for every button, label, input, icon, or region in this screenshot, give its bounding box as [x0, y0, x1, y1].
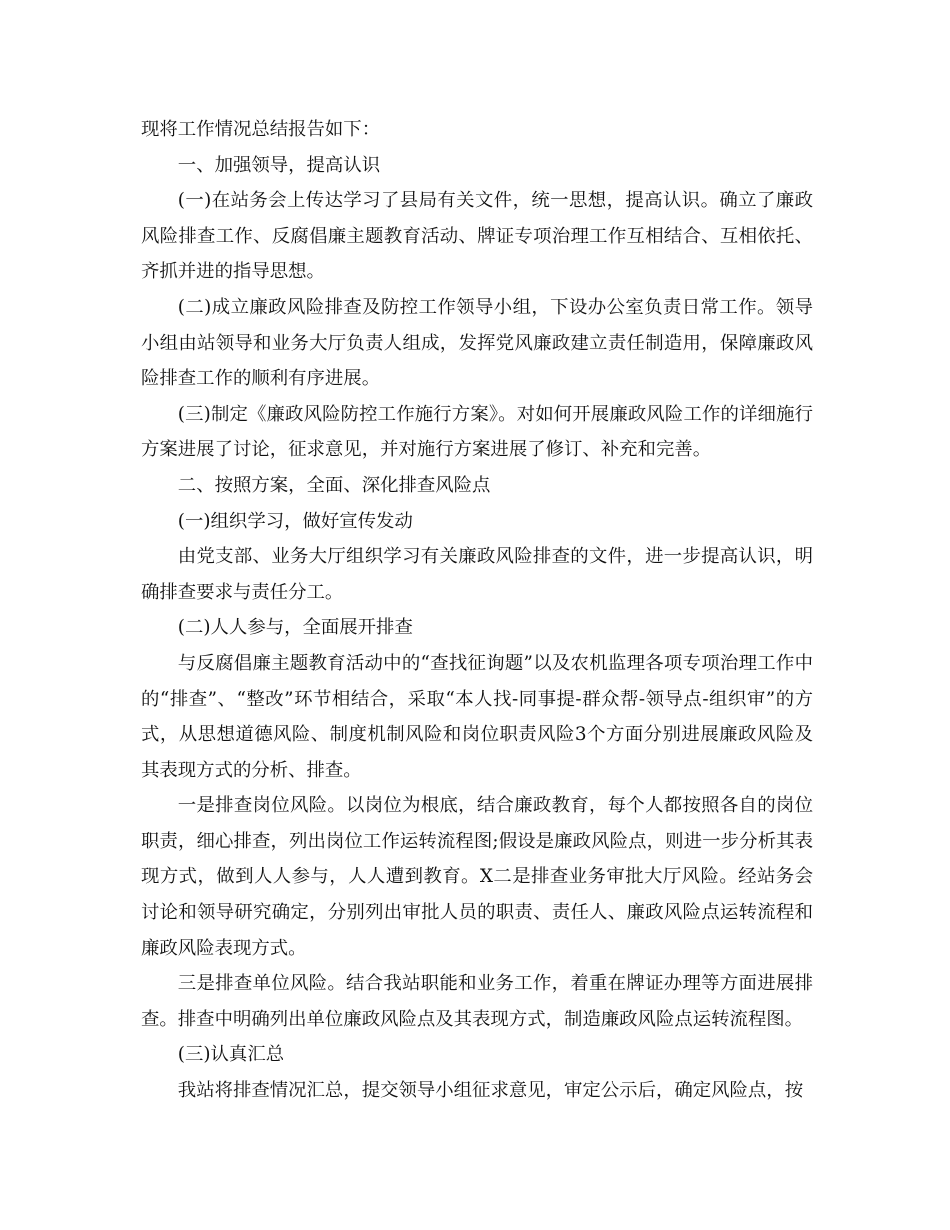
- heading-section-2: 二、按照方案，全面、深化排查风险点: [177, 474, 491, 496]
- heading-section-1: 一、加强领导，提高认识: [177, 154, 381, 176]
- paragraph-last: 我站将排查情况汇总，提交领导小组征求意见，审定公示后，确定风险点，按: [177, 1080, 804, 1102]
- paragraph: 由党支部、业务大厅组织学习有关廉政风险排查的文件，进一步提高认识，明确排查要求与责任分工。: [141, 546, 813, 603]
- paragraph: 三是排查单位风险。结合我站职能和业务工作，着重在牌证办理等方面进展排查。排查中明确列出单位廉政风险点及其表现方式，制造廉政风险点运转流程图。: [141, 973, 813, 1030]
- paragraph: 与反腐倡廉主题教育活动中的“查找征询题”以及农机监理各项专项治理工作中的“排查”、“整改”环节相结合，采取“本人找-同事提-群众帮-领导点-组织审”的方式，从思想道德风险、制度机制风险和岗位职责风险3个方面分别进展廉政风险及其表现方式的分析、排查。: [141, 652, 813, 781]
- paragraph: 一是排查岗位风险。以岗位为根底，结合廉政教育，每个人都按照各自的岗位职责，细心排查，列出岗位工作运转流程图;假设是廉政风险点，则进一步分析其表现方式，做到人人参与，人人遭到教育。X二是排查业务审批大厅风险。经站务会讨论和领导研究确定，分别列出审批人员的职责、责任人、廉政风险点运转流程和廉政风险表现方式。: [141, 795, 813, 959]
- subheading: (一)组织学习，做好宣传发动: [177, 510, 413, 532]
- paragraph: (一)在站务会上传达学习了县局有关文件，统一思想，提高认识。确立了廉政风险排查工作、反腐倡廉主题教育活动、牌证专项治理工作互相结合、互相依托、齐抓并进的指导思想。: [141, 190, 813, 283]
- paragraph: (三)制定《廉政风险防控工作施行方案》。对如何开展廉政风险工作的详细施行方案进展了讨论，征求意见，并对施行方案进展了修订、补充和完善。: [141, 403, 813, 461]
- subheading: (三)认真汇总: [177, 1044, 285, 1066]
- subheading: (二)人人参与，全面展开排查: [177, 617, 413, 639]
- paragraph-intro: 现将工作情况总结报告如下：: [141, 119, 381, 140]
- paragraph: (二)成立廉政风险排查及防控工作领导小组，下设办公室负责日常工作。领导小组由站领导和业务大厅负责人组成，发挥党风廉政建立责任制造用，保障廉政风险排查工作的顺利有序进展。: [141, 296, 813, 390]
- document-body: [141, 112, 813, 1109]
